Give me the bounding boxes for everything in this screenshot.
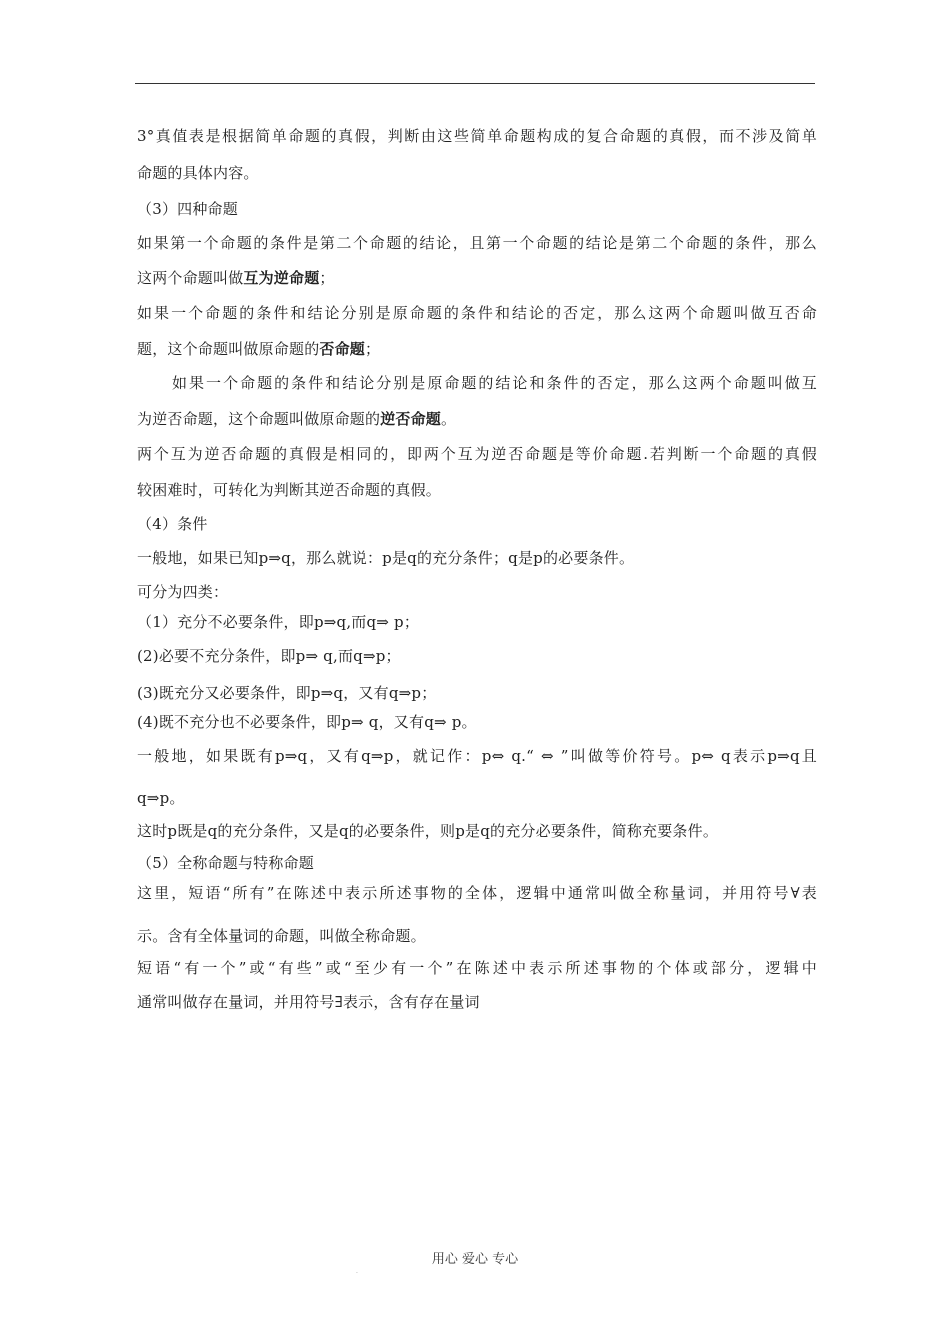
- text-line: 命题的具体内容。: [137, 164, 259, 182]
- text-segment: 题，这个命题叫做原命题的: [137, 340, 320, 358]
- header-rule: [135, 83, 815, 84]
- text-line: 通常叫做存在量词，并用符号∃表示，含有存在量词: [137, 993, 480, 1011]
- section-heading: （3）四种命题: [137, 200, 238, 218]
- term-bold: 逆否命题: [380, 410, 442, 428]
- section-heading: （4）条件: [137, 515, 208, 533]
- text-line: 短语“有一个”或“有些”或“至少有一个”在陈述中表示所述事物的个体或部分，逻辑中: [137, 959, 817, 977]
- section-heading: （5）全称命题与特称命题: [137, 854, 314, 872]
- text-line: [137, 339, 817, 359]
- term-bold: 否命题: [319, 340, 366, 358]
- text-segment: 这两个命题叫做: [137, 269, 244, 287]
- text-segment: 为逆否命题，这个命题叫做原命题的: [137, 410, 381, 428]
- text-line: 如果一个命题的条件和结论分别是原命题的结论和条件的否定，那么这两个命题叫做互: [172, 374, 817, 392]
- page-footer: 用心 爱心 专心: [431, 1252, 519, 1267]
- text-line: 示。含有全体量词的命题，叫做全称命题。: [137, 927, 426, 945]
- text-line: [137, 268, 817, 288]
- text-line: 如果第一个命题的条件是第二个命题的结论，且第一个命题的结论是第二个命题的条件，那么: [137, 234, 817, 252]
- list-item: (2)必要不充分条件，即p⇒ q,而q⇒p；: [137, 647, 401, 665]
- text-line: 这时p既是q的充分条件，又是q的必要条件，则p是q的充分必要条件，简称充要条件。: [137, 822, 719, 840]
- text-line: 一般地，如果既有p⇒q，又有q⇒p，就记作：p⇔ q.“ ⇔ ”叫做等价符号。p⇔ q表示p⇒q且: [137, 747, 817, 765]
- list-item: (3)既充分又必要条件，即p⇒q，又有q⇒p；: [137, 684, 437, 702]
- text-line: 较困难时，可转化为判断其逆否命题的真假。: [137, 481, 442, 499]
- list-item: （1）充分不必要条件，即p⇒q,而q⇒ p；: [137, 613, 420, 631]
- text-segment: 。: [441, 410, 457, 428]
- footer-dot: .: [356, 1268, 358, 1275]
- text-line: 一般地，如果已知p⇒q，那么就说：p是q的充分条件；q是p的必要条件。: [137, 549, 635, 567]
- text-line: q⇒p。: [137, 789, 185, 807]
- text-segment: ；: [365, 340, 381, 358]
- text-line: 可分为四类：: [137, 583, 229, 601]
- text-line: 如果一个命题的条件和结论分别是原命题的条件和结论的否定，那么这两个命题叫做互否命: [137, 304, 817, 322]
- text-line: 3°真值表是根据简单命题的真假，判断由这些简单命题构成的复合命题的真假，而不涉及简单: [137, 127, 817, 145]
- text-line: [137, 409, 817, 429]
- term-bold: 互为逆命题: [243, 269, 320, 287]
- list-item: (4)既不充分也不必要条件，即p⇒ q，又有q⇒ p。: [137, 713, 477, 731]
- text-line: 两个互为逆否命题的真假是相同的，即两个互为逆否命题是等价命题.若判断一个命题的真假: [137, 445, 817, 463]
- text-line: 这里，短语“所有”在陈述中表示所述事物的全体，逻辑中通常叫做全称量词，并用符号∀表: [137, 884, 817, 902]
- text-segment: ；: [319, 269, 335, 287]
